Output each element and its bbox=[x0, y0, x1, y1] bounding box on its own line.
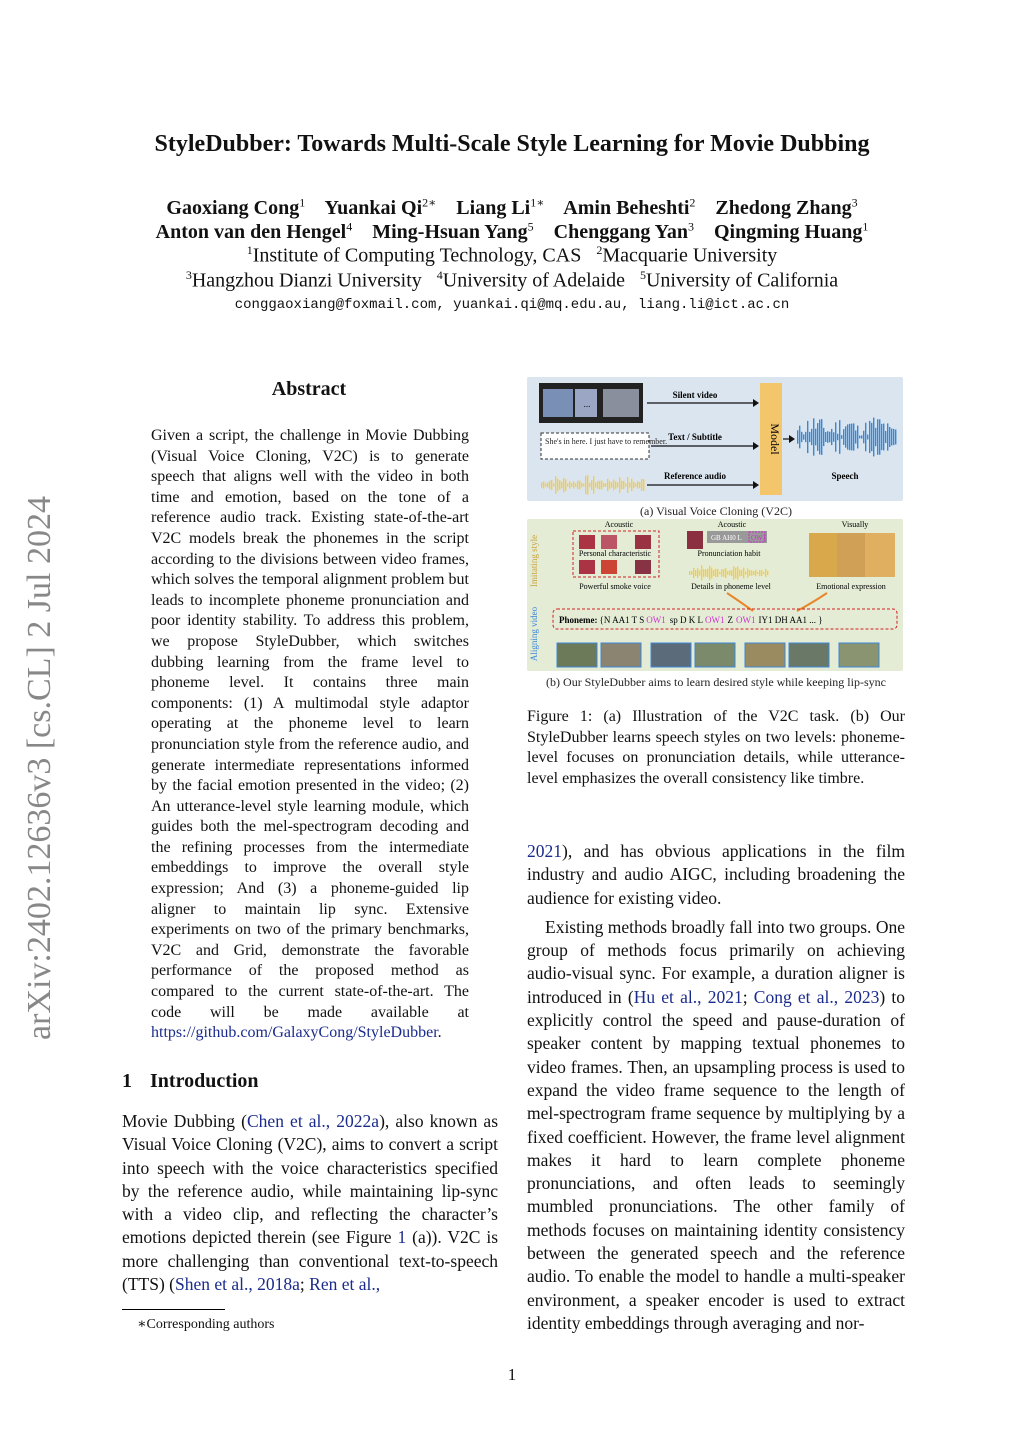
label-reference-audio: Reference audio bbox=[663, 471, 727, 481]
waveform-bar bbox=[889, 427, 890, 447]
waveform-bar bbox=[851, 424, 852, 451]
right-column-text bbox=[527, 840, 905, 1335]
waveform-bar bbox=[609, 481, 610, 489]
affiliations-line1: $^1$Institute of Computing Technology, CAS $^2$Macquarie University bbox=[246, 243, 778, 267]
figure-panel-b-label: (b) Our StyleDubber aims to learn desired style while keeping lip-sync bbox=[546, 675, 886, 689]
waveform-bar bbox=[805, 432, 806, 442]
waveform-bar bbox=[721, 569, 722, 576]
waveform-bar bbox=[741, 570, 742, 576]
label-emotional-expression: Emotional expression bbox=[816, 582, 886, 591]
author: Ming-Hsuan Yang$^5$ bbox=[372, 219, 534, 243]
waveform-bar bbox=[641, 479, 642, 491]
waveform-bar bbox=[711, 568, 712, 579]
citation-link[interactable]: Cong et al., 2023 bbox=[753, 986, 880, 1007]
waveform-bar bbox=[863, 431, 864, 444]
author: Chenggang Yan$^3$ bbox=[553, 219, 694, 243]
figure-panel-b bbox=[527, 519, 903, 671]
waveform-bar bbox=[585, 476, 586, 494]
waveform-bar bbox=[843, 429, 844, 445]
waveform-bar bbox=[593, 476, 594, 494]
waveform-bar bbox=[611, 482, 612, 487]
waveform-bar bbox=[733, 566, 734, 579]
habit-highlight: OW1 bbox=[751, 534, 767, 542]
waveform-bar bbox=[603, 483, 604, 487]
citation-link[interactable]: Ren et al., bbox=[309, 1274, 381, 1295]
waveform-bar bbox=[707, 569, 708, 578]
waveform-bar bbox=[891, 429, 892, 446]
waveform-bar bbox=[895, 430, 896, 445]
citation-link[interactable]: 2021 bbox=[527, 841, 562, 861]
waveform-bar bbox=[825, 432, 826, 442]
figure-panel-b-graphic bbox=[527, 519, 903, 671]
waveform-bar bbox=[865, 423, 866, 452]
footnote-rule bbox=[122, 1309, 225, 1310]
label-imitating-style: Imitating style bbox=[529, 534, 539, 588]
code-link[interactable]: https://github.com/GalaxyCong/StyleDubber bbox=[151, 1024, 438, 1042]
waveform-bar bbox=[867, 435, 868, 440]
waveform-bar bbox=[835, 422, 836, 451]
waveform-bar bbox=[589, 483, 590, 487]
emotion-frame bbox=[809, 533, 837, 577]
waveform-bar bbox=[799, 426, 800, 449]
phoneme-sequence: Phoneme: {N AA1 T S OW1 sp D K L OW1 Z OW1 IY1 DH AA1 ... } bbox=[559, 615, 823, 625]
arrow-head bbox=[753, 399, 759, 407]
waveform-bar bbox=[637, 481, 638, 488]
author: Liang $Li^{1∗}$ bbox=[456, 195, 545, 219]
figure-panel-a-graphic bbox=[527, 377, 903, 501]
waveform-bar bbox=[881, 424, 882, 450]
label-acoustic: Acoustic bbox=[717, 520, 747, 529]
citation-link[interactable]: Shen et al., 2018a bbox=[174, 1274, 300, 1295]
waveform-bar bbox=[811, 429, 812, 445]
film-ellipsis: ... bbox=[583, 399, 591, 409]
waveform-bar bbox=[569, 481, 570, 488]
waveform-bar bbox=[839, 420, 840, 454]
waveform-bar bbox=[689, 571, 690, 575]
waveform-bar bbox=[599, 481, 600, 490]
waveform-bar bbox=[693, 568, 694, 578]
waveform-bar bbox=[541, 482, 542, 488]
footnote: ∗Corresponding authors bbox=[137, 1317, 275, 1332]
arrow-emotion-to-phoneme bbox=[797, 593, 827, 611]
waveform-bar bbox=[703, 569, 704, 577]
author: Qingming Huang$^1$ bbox=[713, 219, 869, 243]
emotion-frame bbox=[837, 533, 865, 577]
waveform-bar bbox=[767, 571, 768, 575]
waveform-bar bbox=[807, 421, 808, 453]
author-emails: conggaoxiang@foxmail.com, yuankai.qi@mq.edu.au, liang.li@ict.ac.cn bbox=[234, 297, 790, 313]
waveform-bar bbox=[735, 568, 736, 579]
waveform-bar bbox=[581, 483, 582, 488]
video-frames bbox=[557, 643, 879, 667]
waveform-bar bbox=[635, 483, 636, 487]
video-frame-thumb bbox=[695, 643, 735, 667]
waveform-bar bbox=[887, 423, 888, 450]
waveform-bar bbox=[857, 426, 858, 449]
paper-title: StyleDubber: Towards Multi-Scale Style Learning for Movie Dubbing bbox=[154, 131, 870, 157]
waveform-bar bbox=[751, 570, 752, 575]
label-aligning-video: Aligning video bbox=[529, 606, 539, 662]
waveform-bar bbox=[563, 478, 564, 492]
waveform-bar bbox=[695, 570, 696, 576]
face-thumb bbox=[635, 535, 651, 549]
page-number: 1 bbox=[507, 1365, 517, 1384]
waveform-bar bbox=[731, 570, 732, 576]
label-details-phoneme: Details in phoneme level bbox=[691, 582, 771, 591]
waveform-bar bbox=[583, 484, 584, 487]
waveform-bar bbox=[575, 483, 576, 487]
waveform-bar bbox=[747, 569, 748, 578]
waveform-bar bbox=[601, 481, 602, 490]
author-list-line1 bbox=[0, 195, 1024, 220]
subtitle-text: She's in here. I just have to remember. bbox=[545, 437, 668, 446]
waveform-bar bbox=[893, 429, 894, 445]
emotion-frame bbox=[865, 533, 895, 577]
waveform-bar bbox=[875, 428, 876, 446]
waveform-bar bbox=[699, 570, 700, 575]
waveform-bar bbox=[639, 482, 640, 488]
arrow-head bbox=[753, 481, 759, 489]
abstract-body: Given a script, the challenge in Movie Dubbing (Visual Voice Cloning, V2C) is to generate speech that aligns well with the video in both time and emotion, based on the tone of a reference audio track. Existing state-of-the-art V2C models break the phonemes in the script according to the divisions between video frames, which solves the temporal alignment problem but leads to incomplete phoneme pronunciation and poor identity stability. To address this problem, we propose StyleDubber, which switches dubbing learning from the frame level to phoneme level. It contains three main components: (1) A multimodal style adaptor operating at the phoneme level to learn pronunciation style from the reference audio, and generate intermediate representations informed by the facial emotion presented in the video; (2) An utterance-level style learning module, which guides both the mel-spectrogram decoding and the refining processes from the intermediate embeddings to improve the overall style expression; And (3) a phoneme-guided lip aligner to maintain lip sync. Extensive experiments on two of the primary benchmarks, V2C and Grid, demonstrate the favorable performance of the proposed method as compared to the current state-of-the-art. The code will be made available at https://github.com/GalaxyCong/StyleDubber. bbox=[151, 427, 469, 1042]
waveform-bar bbox=[551, 480, 552, 490]
author: Yuankai $Qi^{2∗}$ bbox=[324, 195, 437, 219]
waveform-bar bbox=[727, 571, 728, 575]
waveform-bar bbox=[845, 426, 846, 447]
waveform-bar bbox=[597, 481, 598, 489]
figure-ref-link[interactable]: 1 bbox=[397, 1227, 407, 1248]
waveform-bar bbox=[715, 569, 716, 577]
waveform-bar bbox=[883, 424, 884, 451]
reference-waveform bbox=[541, 475, 644, 494]
waveform-bar bbox=[813, 418, 814, 455]
waveform-bar bbox=[831, 429, 832, 445]
waveform-bar bbox=[723, 569, 724, 577]
waveform-bar bbox=[587, 475, 588, 494]
face-thumb bbox=[635, 560, 651, 574]
waveform-bar bbox=[803, 434, 804, 439]
waveform-bar bbox=[697, 568, 698, 578]
waveform-bar bbox=[837, 434, 838, 440]
waveform-bar bbox=[827, 431, 828, 443]
waveform-bar bbox=[725, 568, 726, 578]
waveform-bar bbox=[701, 566, 702, 581]
video-frame-thumb bbox=[601, 643, 641, 667]
video-frame-thumb bbox=[745, 643, 785, 667]
face-thumb bbox=[601, 535, 617, 549]
waveform-bar bbox=[643, 479, 644, 491]
affiliations-line2: $^3$Hangzhou Dianzi University $^4$University of Adelaide $^5$University of California bbox=[185, 268, 839, 292]
author: Gaoxiang Cong$^1$ bbox=[166, 195, 306, 219]
face-thumb bbox=[579, 535, 595, 549]
video-frame-thumb bbox=[651, 643, 691, 667]
waveform-bar bbox=[753, 571, 754, 575]
waveform-bar bbox=[859, 436, 860, 439]
arrow-head bbox=[789, 435, 795, 443]
waveform-bar bbox=[591, 480, 592, 490]
section-heading-introduction: 1 Introduction bbox=[122, 1070, 259, 1092]
citation-link[interactable]: Chen et al., 2022a bbox=[247, 1111, 380, 1131]
waveform-bar bbox=[605, 483, 606, 486]
waveform-bar bbox=[841, 435, 842, 439]
waveform-bar bbox=[847, 424, 848, 449]
waveform-bar bbox=[717, 569, 718, 577]
waveform-bar bbox=[861, 435, 862, 438]
waveform-bar bbox=[617, 483, 618, 488]
waveform-bar bbox=[879, 419, 880, 454]
waveform-bar bbox=[833, 432, 834, 442]
label-text-subtitle: Text / Subtitle bbox=[668, 432, 722, 442]
waveform-bar bbox=[565, 479, 566, 491]
video-frame-thumb bbox=[839, 643, 879, 667]
face-thumb bbox=[687, 531, 703, 549]
video-frame-thumb bbox=[789, 643, 829, 667]
label-powerful-smoke: Powerful smoke voice bbox=[579, 582, 651, 591]
waveform-bar bbox=[623, 481, 624, 489]
label-speech: Speech bbox=[831, 471, 859, 481]
waveform-bar bbox=[853, 423, 854, 450]
arrow-head bbox=[753, 442, 759, 450]
waveform-bar bbox=[801, 432, 802, 442]
waveform-bar bbox=[705, 569, 706, 576]
waveform-bar bbox=[797, 430, 798, 443]
figure-caption: Figure 1: (a) Illustration of the V2C task. (b) Our StyleDubber learns speech styles on two levels: phoneme-level focuses on pronunciation details, while utterance-level emphasizes the overall consistency like timbre. bbox=[527, 708, 905, 788]
waveform-bar bbox=[713, 570, 714, 576]
author: Zhedong Zhang$^3$ bbox=[715, 195, 858, 219]
arrow-habit-to-phoneme bbox=[727, 593, 753, 611]
face-thumb bbox=[601, 560, 617, 574]
right-paragraph-2: Existing methods broadly fall into two groups. One group of methods focus primarily on achieving audio-visual sync. For example, a duration aligner is introduced in (Hu et al., 2021; Cong et al., 2023) to explicitly control the speed and pause-duration of speaker content by mapping textual phonemes to video frames. Then, an upsampling process is used to expand the video frame sequence to the length of mel-spectrogram frame sequence by multiplying by a fixed coefficient. However, the frame level alignment makes it hard to learn complete phoneme pronunciations, and often leads to seemingly mumbled pronunciations. The other family of methods focuses on maintaining identity consistency between the generated speech and the reference audio. To enable the model to handle a multi-speaker environment, a speaker encoder is used to extract identity embeddings through averaging and nor- bbox=[527, 916, 905, 1333]
habit-waveform bbox=[689, 566, 768, 581]
intro-paragraph: Movie Dubbing (Chen et al., 2022a), also known as Visual Voice Cloning (V2C), aims to convert a script into speech with the voice characteristics specified by the reference audio, while maintaining lip-sync with a video clip, and reflecting the character’s emotions depicted therein (see Figure 1 (a)). V2C is more challenging than conventional text-to-speech (TTS) (Shen et al., 2018a; Ren et al., bbox=[122, 1111, 499, 1295]
waveform-bar bbox=[745, 571, 746, 574]
waveform-bar bbox=[809, 432, 810, 442]
waveform-bar bbox=[577, 481, 578, 490]
waveform-bar bbox=[819, 420, 820, 455]
waveform-bar bbox=[765, 569, 766, 577]
waveform-bar bbox=[757, 572, 758, 574]
waveform-bar bbox=[743, 568, 744, 579]
waveform-bar bbox=[829, 432, 830, 443]
waveform-bar bbox=[553, 483, 554, 486]
film-frame bbox=[603, 389, 639, 417]
film-frame bbox=[543, 389, 573, 417]
figure-panel-a-label: (a) Visual Voice Cloning (V2C) bbox=[640, 504, 792, 518]
author-list-line2 bbox=[0, 219, 1024, 244]
waveform-bar bbox=[849, 424, 850, 450]
waveform-bar bbox=[627, 477, 628, 493]
figure-panel-a bbox=[527, 377, 903, 501]
waveform-bar bbox=[571, 483, 572, 487]
author: Amin Beheshti$^2$ bbox=[563, 195, 696, 219]
waveform-bar bbox=[621, 481, 622, 489]
waveform-bar bbox=[739, 570, 740, 577]
waveform-bar bbox=[815, 429, 816, 446]
label-visually: Visually bbox=[841, 520, 869, 529]
face-thumb bbox=[579, 560, 595, 574]
waveform-bar bbox=[543, 481, 544, 488]
waveform-bar bbox=[869, 421, 870, 453]
waveform-bar bbox=[885, 431, 886, 443]
waveform-bar bbox=[691, 571, 692, 575]
waveform-bar bbox=[613, 480, 614, 491]
waveform-bar bbox=[755, 570, 756, 577]
waveform-bar bbox=[595, 483, 596, 488]
speech-waveform bbox=[797, 418, 896, 457]
waveform-bar bbox=[633, 482, 634, 489]
waveform-bar bbox=[557, 479, 558, 492]
waveform-bar bbox=[549, 481, 550, 490]
author: Anton van den Hengel$^4$ bbox=[155, 219, 353, 243]
waveform-bar bbox=[545, 483, 546, 486]
abstract-heading: Abstract bbox=[271, 378, 347, 400]
waveform-bar bbox=[877, 419, 878, 455]
waveform-bar bbox=[823, 428, 824, 446]
video-frame-thumb bbox=[557, 643, 597, 667]
label-acoustic: Acoustic bbox=[604, 520, 634, 529]
waveform-bar bbox=[763, 572, 764, 574]
waveform-bar bbox=[873, 418, 874, 457]
model-label: Model bbox=[768, 423, 782, 455]
waveform-bar bbox=[817, 423, 818, 451]
waveform-bar bbox=[561, 482, 562, 489]
waveform-bar bbox=[729, 571, 730, 576]
waveform-bar bbox=[629, 482, 630, 487]
waveform-bar bbox=[631, 479, 632, 491]
waveform-bar bbox=[761, 570, 762, 576]
waveform-bar bbox=[759, 570, 760, 576]
habit-tag-text: GB AH0 L bbox=[711, 534, 742, 542]
waveform-bar bbox=[871, 423, 872, 451]
waveform-bar bbox=[619, 477, 620, 493]
right-paragraph-1: 2021), and has obvious applications in the film industry and audio AIGC, including broadening the audience for existing video. bbox=[527, 841, 905, 908]
waveform-bar bbox=[749, 570, 750, 576]
waveform-bar bbox=[559, 480, 560, 489]
waveform-bar bbox=[573, 481, 574, 488]
citation-link[interactable]: Hu et al., 2021 bbox=[633, 986, 743, 1007]
waveform-bar bbox=[737, 566, 738, 579]
waveform-bar bbox=[615, 481, 616, 489]
label-silent-video: Silent video bbox=[672, 390, 718, 400]
waveform-bar bbox=[709, 566, 710, 581]
waveform-bar bbox=[579, 481, 580, 490]
waveform-bar bbox=[567, 484, 568, 487]
waveform-bar bbox=[547, 482, 548, 487]
waveform-bar bbox=[855, 430, 856, 443]
waveform-bar bbox=[719, 572, 720, 574]
label-personal-characteristic: Personal characteristic bbox=[578, 549, 652, 558]
waveform-bar bbox=[555, 476, 556, 494]
waveform-bar bbox=[625, 483, 626, 486]
arxiv-identifier: arXiv:2402.12636v3 [cs.CL] 2 Jul 2024 bbox=[21, 496, 58, 1040]
waveform-bar bbox=[821, 419, 822, 455]
label-pronunciation-habit: Pronunciation habit bbox=[697, 549, 761, 558]
waveform-bar bbox=[607, 479, 608, 491]
